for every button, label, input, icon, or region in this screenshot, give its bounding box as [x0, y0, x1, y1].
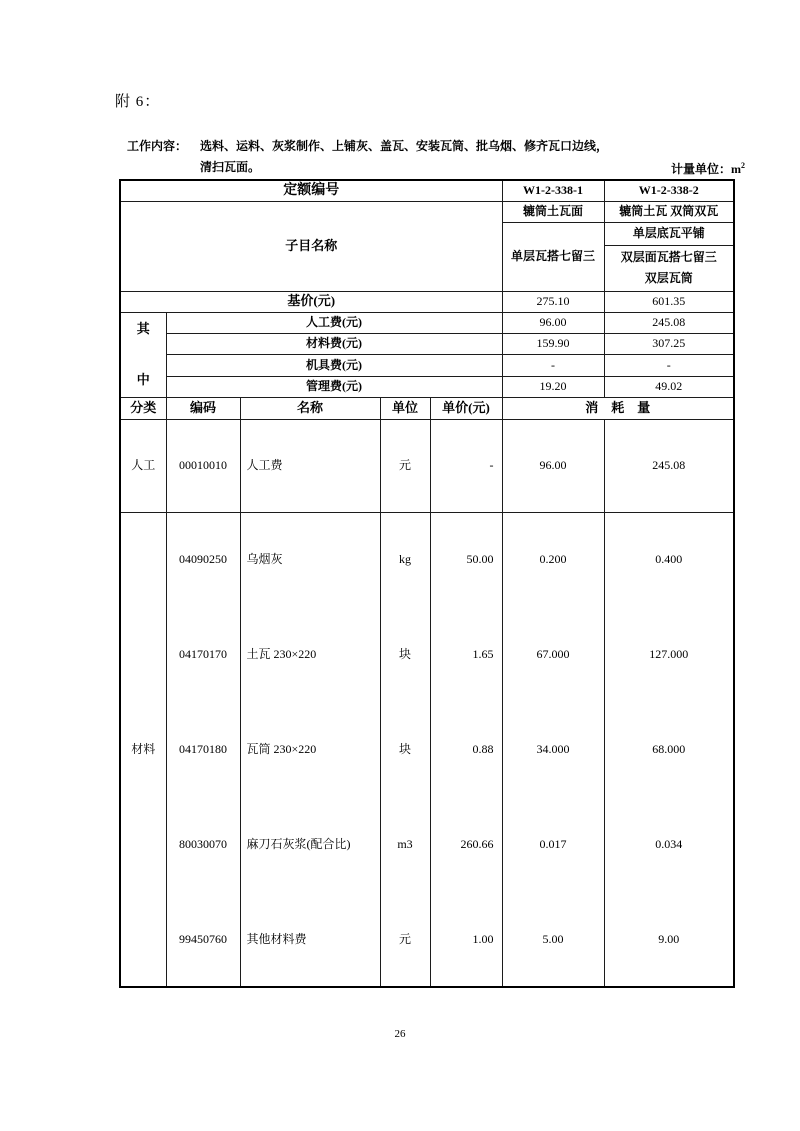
body-labor-q1: 96.00: [502, 419, 604, 512]
attachment-label: 附 6：: [115, 94, 161, 110]
fee-row-machine: [120, 354, 734, 376]
body-material2-name: 土瓦 230×220: [240, 607, 380, 702]
base-price-label: 基价(元): [120, 291, 502, 312]
fee-material-label: 材料费(元): [166, 333, 502, 354]
item-name-col2-line3: 双层面瓦搭七留三: [620, 250, 717, 264]
base-price-value-1: 275.10: [502, 291, 604, 312]
col-header-consumption: 消 耗 量: [502, 397, 734, 419]
body-material1-unit: kg: [380, 512, 430, 607]
body-material1-code: 04090250: [166, 512, 240, 607]
among-cell: [120, 312, 166, 397]
work-content-line1: 选料、运料、灰浆制作、上铺灰、盖瓦、安装瓦筒、批乌烟、修齐瓦口边线，: [200, 139, 609, 153]
quota-table: [119, 179, 735, 988]
item-name-col1-line1: 辘筒土瓦面: [502, 201, 604, 222]
body-labor-price: -: [430, 419, 502, 512]
body-material1-q1: 0.200: [502, 512, 604, 607]
body-material1-name: 乌烟灰: [240, 512, 380, 607]
measure-unit-value: m: [731, 162, 741, 176]
quota-no-label: 定额编号: [120, 180, 502, 201]
columns-header-row: [120, 397, 734, 419]
fee-labor-value-2: 245.08: [604, 312, 734, 333]
work-content-line2: 清扫瓦面。: [200, 160, 261, 174]
body-labor-unit: 元: [380, 419, 430, 512]
item-name-col2-line4: 双层瓦筒: [644, 271, 693, 285]
body-labor-q2: 245.08: [604, 419, 734, 512]
body-material4-price: 260.66: [430, 797, 502, 892]
body-material1-q2: 0.400: [604, 512, 734, 607]
page-number: 26: [394, 1028, 406, 1040]
body-material3-q2: 68.000: [604, 702, 734, 797]
among-char-bottom: 中: [136, 372, 150, 388]
body-row-material-3: [120, 702, 734, 797]
body-material5-q2: 9.00: [604, 892, 734, 987]
body-material1-price: 50.00: [430, 512, 502, 607]
fee-row-labor: [120, 312, 734, 333]
quota-no-row: [120, 180, 734, 201]
body-material2-price: 1.65: [430, 607, 502, 702]
fee-labor-label: 人工费(元): [166, 312, 502, 333]
fee-material-value-1: 159.90: [502, 333, 604, 354]
quota-no-2: W1-2-338-2: [604, 180, 734, 201]
col-header-category: 分类: [120, 397, 166, 419]
item-name-col2-lines34: [604, 245, 734, 291]
body-labor-category: 人工: [120, 419, 166, 512]
fee-row-management: [120, 376, 734, 397]
body-row-material-2: [120, 607, 734, 702]
item-name-col2-line1: 辘筒土瓦 双筒双瓦: [604, 201, 734, 222]
body-material2-code: 04170170: [166, 607, 240, 702]
measure-unit-label: 计量单位：: [670, 162, 731, 176]
measure-unit-note: [671, 160, 745, 177]
body-material2-q2: 127.000: [604, 607, 734, 702]
body-labor-name: 人工费: [240, 419, 380, 512]
fee-row-material: [120, 333, 734, 354]
measure-unit-superscript: 2: [741, 161, 745, 170]
quota-no-1: W1-2-338-1: [502, 180, 604, 201]
body-material4-name: 麻刀石灰浆(配合比): [240, 797, 380, 892]
body-material5-code: 99450760: [166, 892, 240, 987]
body-material4-unit: m3: [380, 797, 430, 892]
body-material-category: 材料: [120, 512, 166, 987]
body-material2-q1: 67.000: [502, 607, 604, 702]
work-content: [127, 136, 608, 178]
body-material3-unit: 块: [380, 702, 430, 797]
work-content-label: 工作内容：: [127, 139, 188, 153]
body-row-material-1: [120, 512, 734, 607]
body-material5-price: 1.00: [430, 892, 502, 987]
body-labor-code: 00010010: [166, 419, 240, 512]
col-header-price: 单价(元): [430, 397, 502, 419]
body-row-material-5: [120, 892, 734, 987]
body-material4-q2: 0.034: [604, 797, 734, 892]
fee-machine-value-2: -: [604, 354, 734, 376]
fee-management-value-1: 19.20: [502, 376, 604, 397]
body-material2-unit: 块: [380, 607, 430, 702]
base-price-row: [120, 291, 734, 312]
fee-labor-value-1: 96.00: [502, 312, 604, 333]
item-name-col1-line2: 单层瓦搭七留三: [502, 222, 604, 291]
item-name-row1: [120, 201, 734, 222]
fee-machine-label: 机具费(元): [166, 354, 502, 376]
body-row-material-4: [120, 797, 734, 892]
fee-machine-value-1: -: [502, 354, 604, 376]
body-material3-q1: 34.000: [502, 702, 604, 797]
item-name-label: 子目名称: [120, 201, 502, 291]
body-material4-q1: 0.017: [502, 797, 604, 892]
base-price-value-2: 601.35: [604, 291, 734, 312]
among-char-top: 其: [136, 320, 150, 336]
body-row-labor: [120, 419, 734, 512]
col-header-name: 名称: [240, 397, 380, 419]
body-material3-name: 瓦筒 230×220: [240, 702, 380, 797]
body-material3-price: 0.88: [430, 702, 502, 797]
col-header-unit: 单位: [380, 397, 430, 419]
body-material5-unit: 元: [380, 892, 430, 987]
work-content-text: [200, 136, 608, 178]
body-material5-name: 其他材料费: [240, 892, 380, 987]
fee-management-label: 管理费(元): [166, 376, 502, 397]
body-material4-code: 80030070: [166, 797, 240, 892]
col-header-code: 编码: [166, 397, 240, 419]
body-material5-q1: 5.00: [502, 892, 604, 987]
item-name-col2-line2: 单层底瓦平铺: [604, 222, 734, 245]
fee-management-value-2: 49.02: [604, 376, 734, 397]
fee-material-value-2: 307.25: [604, 333, 734, 354]
body-material3-code: 04170180: [166, 702, 240, 797]
